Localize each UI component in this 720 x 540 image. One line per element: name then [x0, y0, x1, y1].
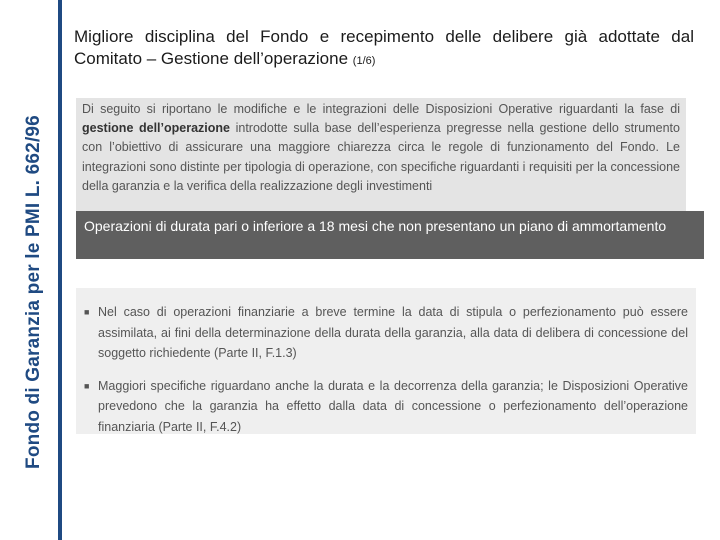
- section-heading-box: [76, 211, 704, 259]
- page-indicator: (1/6): [352, 55, 376, 67]
- sidebar-divider: [58, 0, 62, 540]
- bullet-marker: ■: [84, 380, 90, 391]
- slide-title-text: Migliore disciplina del Fondo e recepimento delle delibere già adottate dal Comitato – Gestione dell’operazione: [74, 27, 694, 68]
- bullet-text: Maggiori specifiche riguardano anche la durata e la decorrenza della garanzia; le Disposizioni Operative prevedono che la garanzia ha effetto dalla data di concessione o perfezionamento dell’operazione finanziaria (Parte II, F.4.2): [98, 378, 688, 434]
- section-heading: Operazioni di durata pari o inferiore a 18 mesi che non presentano un piano di ammortamento: [84, 218, 667, 234]
- sidebar: [0, 0, 58, 540]
- slide-title: [74, 26, 694, 72]
- intro-bold-text: gestione dell’operazione: [82, 121, 230, 136]
- bullet-marker: ■: [84, 307, 90, 317]
- bullet-text: Nel caso di operazioni finanziarie a breve termine la data di stipula o perfezionamento può essere assimilata, ai fini della determinazione della durata della garanzia, alla data di delibera di concessione del soggetto richiedente (Parte II, F.1.3): [98, 305, 688, 360]
- intro-box: [76, 98, 686, 211]
- list-item: [84, 376, 688, 438]
- vertical-title: Fondo di Garanzia per le PMI L. 662/96: [23, 115, 44, 469]
- bullet-list: [76, 288, 696, 434]
- list-item: [84, 302, 688, 364]
- intro-text-after: introdotte sulla base dell’esperienza pregresse nella gestione dello strumento con l’obiettivo di assicurare una maggiore chiarezza circa le regole di funzionamento del Fondo. Le integrazioni sono distinte per tipologia di operazione, con specifiche riguardanti i requisiti per la concessione della garanzia e la verifica della realizzazione degli investimenti: [82, 121, 680, 193]
- intro-paragraph: [82, 100, 680, 196]
- intro-text-before: Di seguito si riportano le modifiche e le integrazioni delle Disposizioni Operative riguardanti la fase di: [82, 102, 680, 116]
